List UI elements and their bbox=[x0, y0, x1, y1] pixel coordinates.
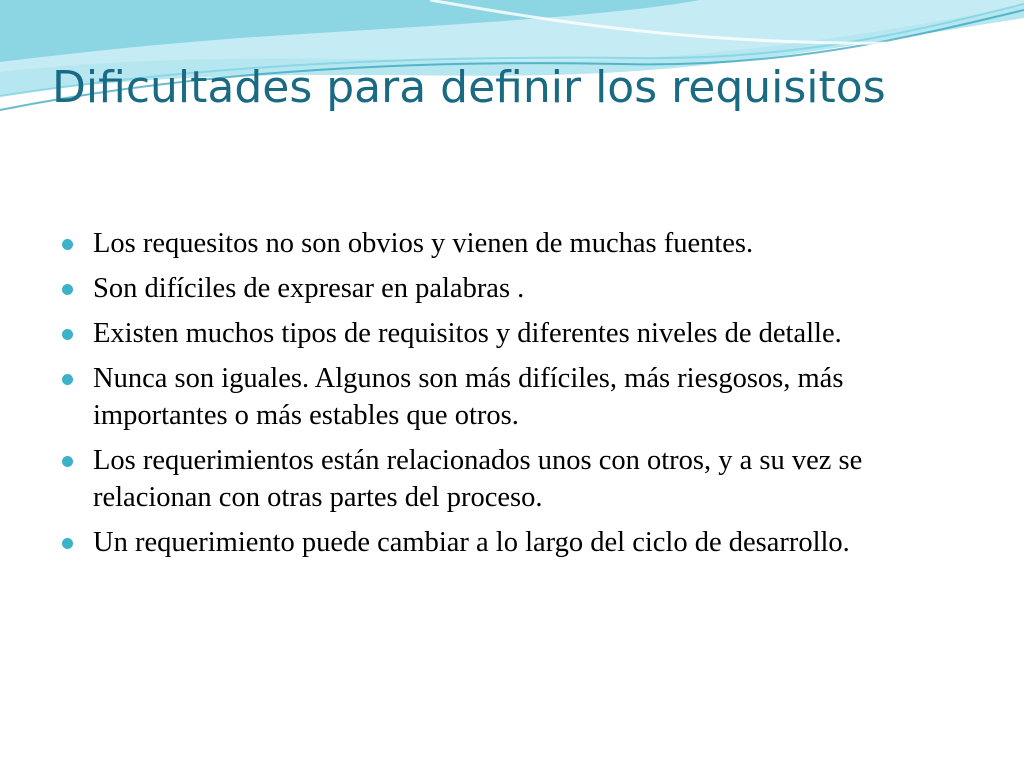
bullet-item bbox=[62, 360, 962, 434]
bullet-text: Un requerimiento puede cambiar a lo largo del ciclo de desarrollo. bbox=[93, 527, 850, 558]
bullet-dot-icon bbox=[62, 284, 73, 295]
bullet-item bbox=[62, 315, 962, 352]
bullet-text: Los requerimientos están relacionados unos con otros, y a su vez se relacionan con otras partes del proceso. bbox=[93, 445, 863, 513]
bullet-text: Son difíciles de expresar en palabras . bbox=[93, 273, 525, 304]
bullet-dot-icon bbox=[62, 239, 73, 250]
bullet-item bbox=[62, 270, 962, 307]
bullet-dot-icon bbox=[62, 329, 73, 340]
bullet-text: Los requesitos no son obvios y vienen de muchas fuentes. bbox=[93, 228, 754, 259]
bullet-dot-icon bbox=[62, 456, 73, 467]
bullet-dot-icon bbox=[62, 374, 73, 385]
bullet-text: Nunca son iguales. Algunos son más difíciles, más riesgosos, más importantes o más estables que otros. bbox=[93, 363, 844, 431]
bullet-item bbox=[62, 524, 962, 561]
bullet-item bbox=[62, 442, 962, 516]
bullet-text: Existen muchos tipos de requisitos y diferentes niveles de detalle. bbox=[93, 318, 842, 349]
bullet-dot-icon bbox=[62, 538, 73, 549]
bullet-item bbox=[62, 225, 962, 262]
slide-title: Dificultades para definir los requisitos bbox=[52, 62, 886, 113]
bullet-list bbox=[62, 225, 962, 569]
